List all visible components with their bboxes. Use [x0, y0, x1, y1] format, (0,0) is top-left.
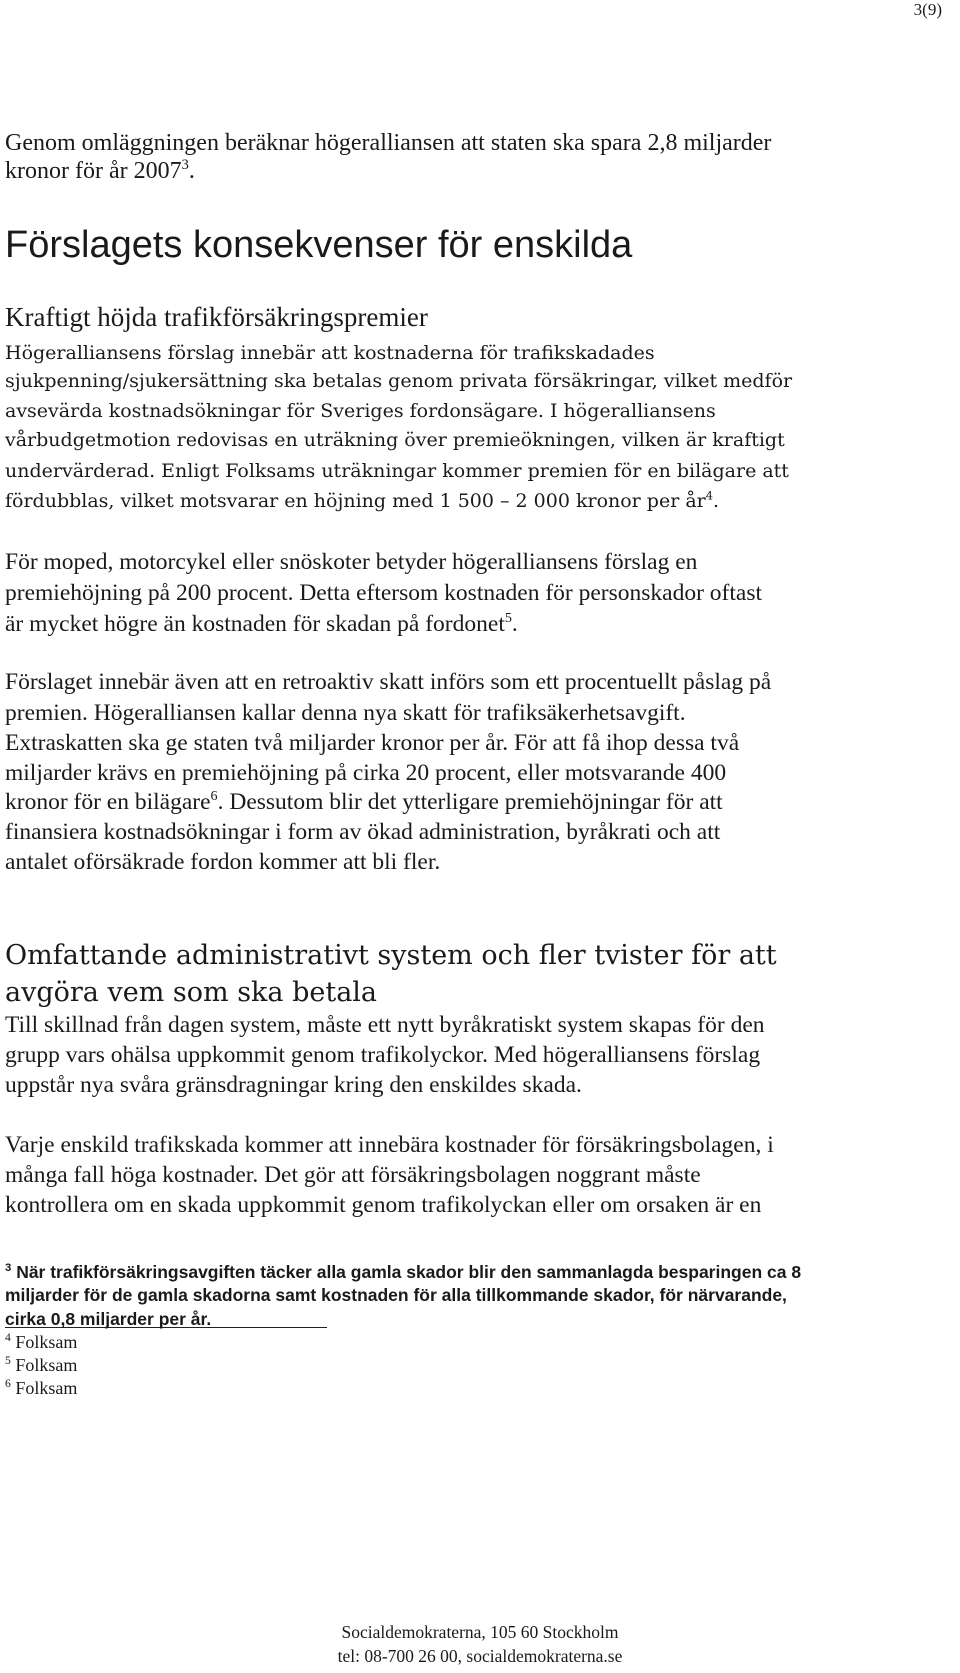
section-title: Förslagets konsekvenser för enskilda [5, 224, 633, 266]
text-line: För moped, motorcykel eller snöskoter betyder högeralliansens förslag en [5, 549, 698, 575]
footer-contact: tel: 08-700 26 00, socialdemokraterna.se [337, 1646, 623, 1666]
footnote-ref-3[interactable]: 3 [181, 157, 189, 173]
text-line: grupp vars ohälsa uppkommit genom trafikolyckor. Med högeralliansens förslag [5, 1042, 761, 1068]
text-line: Varje enskild trafikskada kommer att innebära kostnader för försäkringsbolagen, i [5, 1132, 774, 1158]
text-line: miljarder krävs en premiehöjning på cirka 20 procent, eller motsvarande 400 [5, 760, 727, 786]
intro-line-1: Genom omläggningen beräknar högeralliansen att staten ska spara 2,8 miljarder [5, 130, 772, 156]
page-number: 3(9) [913, 0, 942, 19]
text-line: vårbudgetmotion redovisas en uträkning över premieökningen, vilken är kraftigt [5, 429, 785, 451]
footnote-ref-6[interactable]: 6 [210, 788, 218, 805]
text-line: uppstår nya svåra gränsdragningar kring den enskildes skada. [5, 1072, 582, 1098]
footnote-4: $^4$ Folksam [5, 1331, 78, 1352]
text-line: kronor för en bilägare$^6$. Dessutom blir det ytterligare premiehöjningar för att [5, 788, 723, 815]
text-line: Högeralliansens förslag innebär att kostnaderna för trafikskadades [5, 342, 655, 364]
text-line: Extraskatten ska ge staten två miljarder kronor per år. För att få ihop dessa två [5, 730, 740, 756]
text-line: antalet oförsäkrade fordon kommer att bli fler. [5, 849, 441, 875]
subheading-administrative-line-2: avgöra vem som ska betala [5, 977, 378, 1008]
text-line: avsevärda kostnadsökningar för Sveriges fordonsägare. I högeralliansens [5, 400, 716, 422]
text-line: finansiera kostnadsökningar i form av ökad administration, byråkrati och att [5, 819, 721, 845]
footnote-3-line-3: cirka 0,8 miljarder per år. [5, 1309, 212, 1329]
footnote-5: $^5$ Folksam [5, 1354, 78, 1375]
text-line: Till skillnad från dagen system, måste ett nytt byråkratiskt system skapas för den [5, 1012, 765, 1038]
footnote-ref-5[interactable]: 5 [504, 610, 512, 627]
text-line: undervärderad. Enligt Folksams uträkningar kommer premien för en bilägare att [5, 460, 789, 482]
footnote-6: $^6$ Folksam [5, 1377, 78, 1398]
subheading-administrative: Omfattande administrativt system och fler tvister för att [5, 940, 777, 971]
footer-address: Socialdemokraterna, 105 60 Stockholm [341, 1622, 619, 1642]
text-line: Förslaget innebär även att en retroaktiv skatt införs som ett procentuellt påslag på [5, 669, 772, 695]
footnote-3: $^3$ När trafikförsäkringsavgiften täcker alla gamla skador blir den sammanlagda besparingen ca 8 [5, 1262, 802, 1282]
text-line: är mycket högre än kostnaden för skadan på fordonet$^5$. [5, 610, 518, 637]
text-line: premiehöjning på 200 procent. Detta eftersom kostnaden för personskador oftast [5, 580, 763, 606]
intro-line-2: kronor för år 2007$^3$. [5, 157, 195, 184]
footnote-3-line-2: miljarder för de gamla skadorna samt kostnaden för alla tillkommande skador, för närvarande, [5, 1285, 787, 1305]
text-line: premien. Högeralliansen kallar denna nya skatt för trafiksäkerhetsavgift. [5, 700, 686, 726]
text-line: många fall höga kostnader. Det gör att försäkringsbolagen noggrant måste [5, 1162, 701, 1188]
text-line: sjukpenning/sjukersättning ska betalas genom privata försäkringar, vilket medför [5, 370, 793, 392]
text-line: kontrollera om en skada uppkommit genom trafikolyckan eller om orsaken är en [5, 1192, 762, 1218]
text-line: fördubblas, vilket motsvarar en höjning med 1 500 – 2 000 kronor per $år^4$. [5, 488, 720, 512]
footnote-ref-4[interactable]: 4 [705, 488, 713, 503]
subheading-premiums: Kraftigt höjda trafikförsäkringspremier [5, 302, 428, 332]
